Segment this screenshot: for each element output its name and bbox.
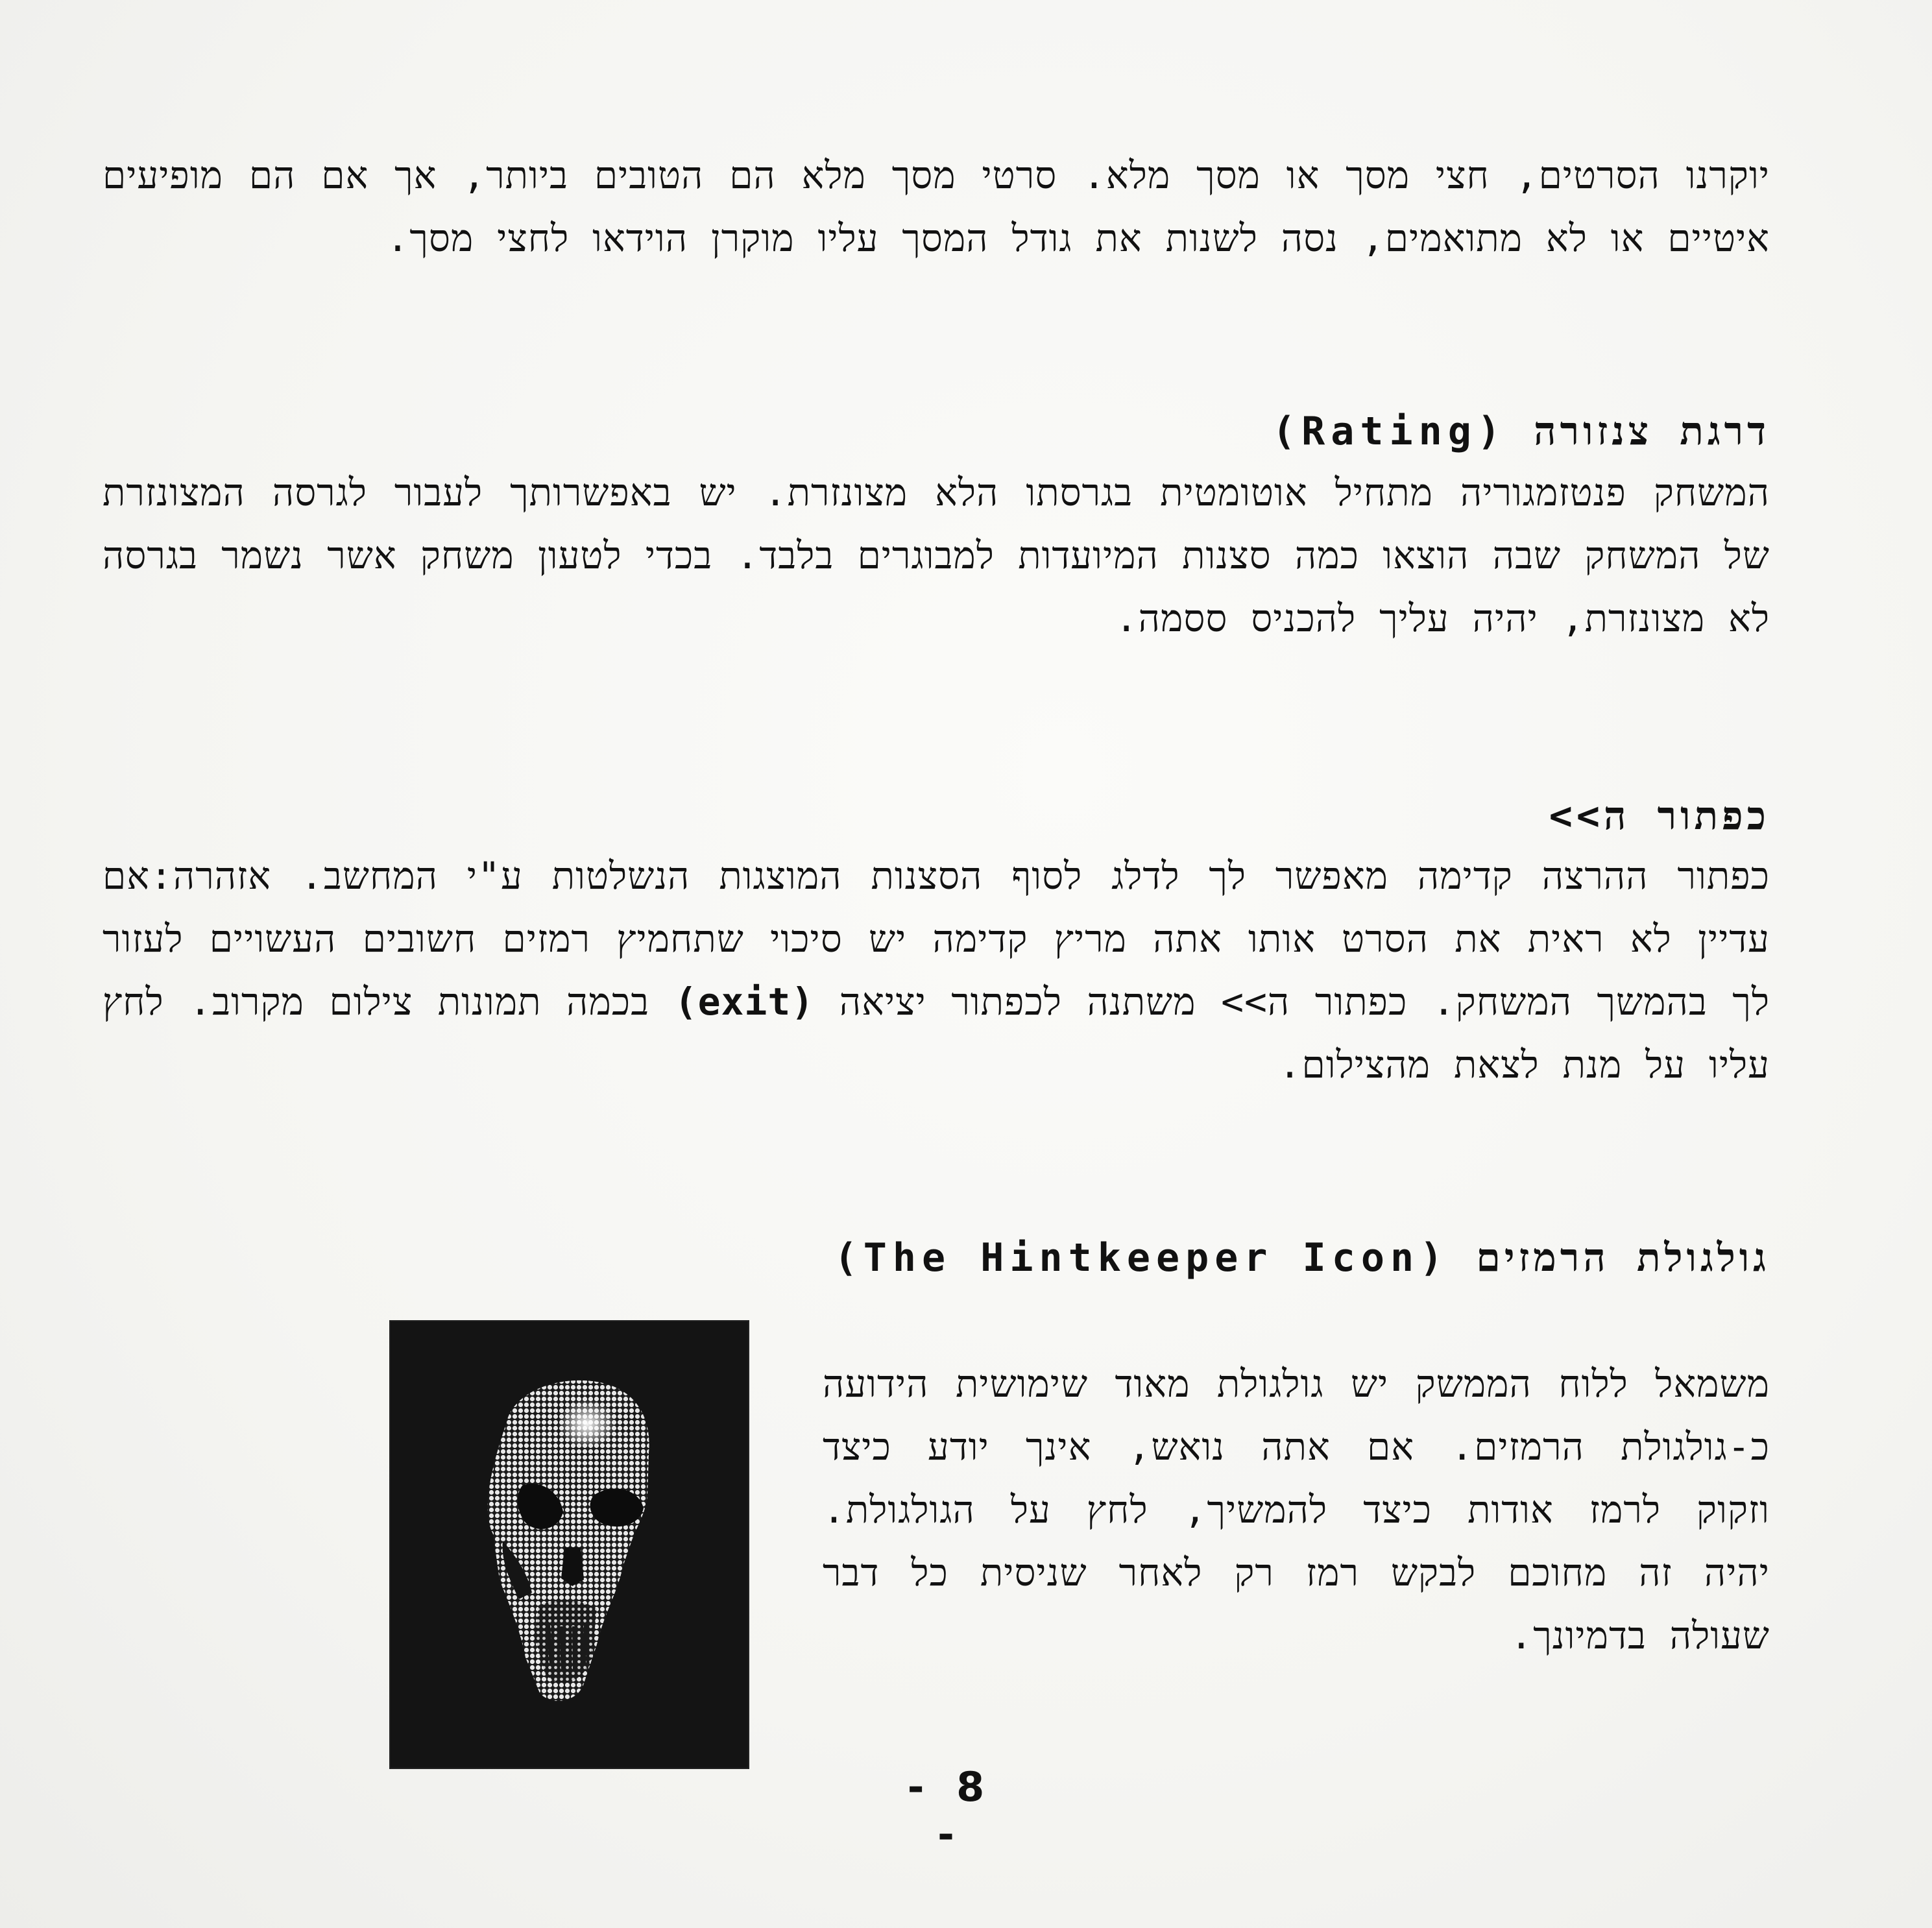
skip-button-text-2: בכמה תמונות צילום מקרוב. לחץ עליו על מנת לצאת מהצילום. xyxy=(103,980,1770,1087)
hintkeeper-skull-icon xyxy=(389,1320,749,1769)
exit-word: (exit) xyxy=(674,980,815,1024)
hintkeeper-heading-title: גולגולת הרמזים xyxy=(1476,1235,1770,1281)
skip-button-heading: כפתור ה>> xyxy=(1549,793,1770,839)
rating-heading-title: דרגת צנזורה xyxy=(1534,409,1770,454)
skip-button-text-1: כפתור ההרצה קדימה מאפשר לך לדלג לסוף הסצנות המוצגות הנשלטות ע"י המחשב. אזהרה:אם עדיין לא ראית את הסרט אותו אתה מריץ קדימה יש סיכוי שתחמיץ רמזים חשובים העשויים לעזור לך בהמשך המשחק. כפתור ה>> משתנה לכפתור יציאה xyxy=(103,854,1770,1024)
intro-paragraph: יוקרנו הסרטים, חצי מסך או מסך מלא. סרטי מסך מלא הם הטובים ביותר, אך אם הם מופיעים איטיים או לא מתואמים, נסה לשנות את גודל המסך עליו מוקרן הוידאו לחצי מסך. xyxy=(103,153,1770,260)
skip-button-paragraph xyxy=(103,845,1770,1096)
rating-heading xyxy=(1272,405,1770,457)
hintkeeper-heading xyxy=(834,1232,1770,1284)
hintkeeper-paragraph: משמאל ללוח הממשק יש גולגולת מאוד שימושית הידועה כ-גולגולת הרמזים. אם אתה נואש, אינך יודע כיצד וזקוק לרמז אודות כיצד להמשיך, לחץ על הגולגולת. יהיה זה מחוכם לבקש רמז רק לאחר שניסית כל דבר שעולה בדמיונך. xyxy=(823,1362,1770,1657)
rating-heading-english: (Rating) xyxy=(1272,409,1506,454)
page-number: - 8 - xyxy=(907,1763,994,1858)
rating-paragraph: המשחק פנטזמגוריה מתחיל אוטומטית בגרסתו הלא מצונזרת. יש באפשרותך לעבור לגרסה המצונזרת של המשחק שבה הוצאו כמה סצנות המיועדות למבוגרים בלבד. בכדי לטעון משחק אשר נשמר בגרסה לא מצונזרת, יהיה עליך להכניס ססמה. xyxy=(103,470,1770,640)
hintkeeper-heading-english: (The Hintkeeper Icon) xyxy=(834,1235,1449,1281)
